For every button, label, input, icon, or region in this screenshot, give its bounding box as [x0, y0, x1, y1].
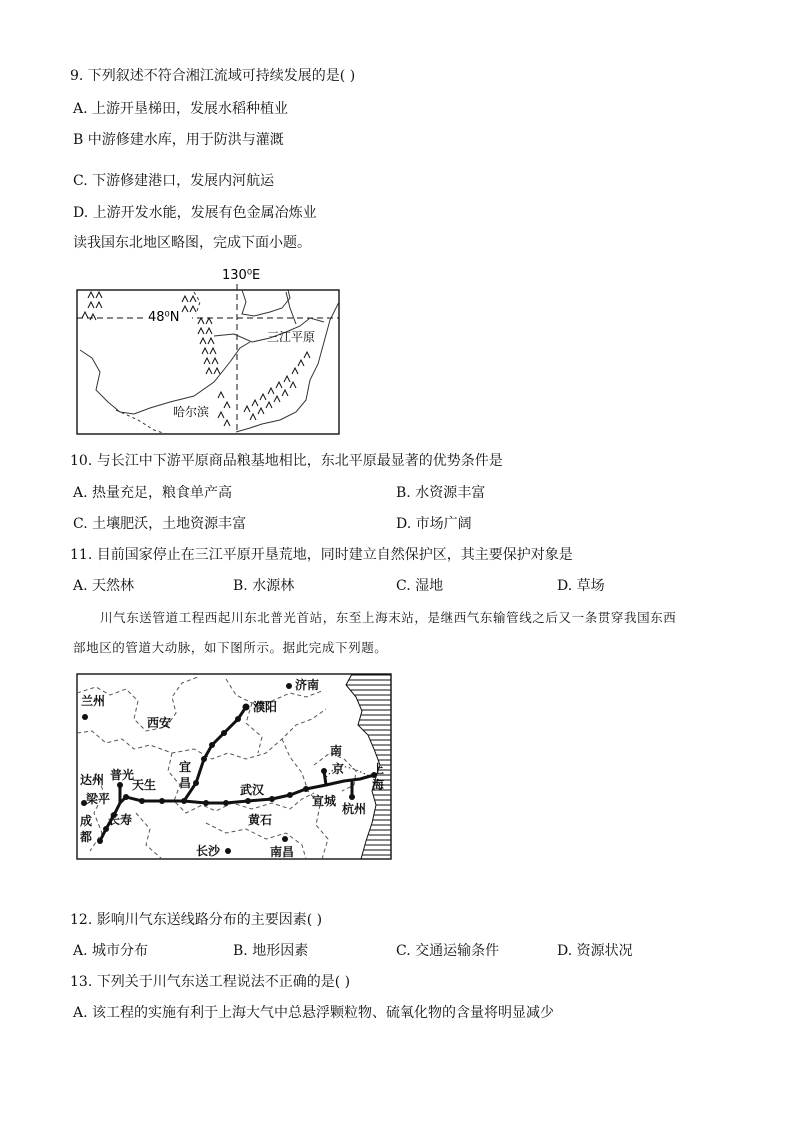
city-dazhou: 达州 [80, 773, 105, 787]
city-lanzhou: 兰州 [81, 694, 106, 708]
q12-stem: 12. 影响川气东送线路分布的主要因素( ) [70, 912, 323, 928]
city-chengdu-1: 成 [80, 814, 93, 828]
q11-stem: 11. 目前国家停止在三江平原开垦荒地，同时建立自然保护区，其主要保护对象是 [70, 547, 573, 563]
q13-stem: 13. 下列关于川气东送工程说法不正确的是( ) [70, 974, 351, 990]
city-yichang-1: 宜 [179, 760, 192, 774]
label-harbin: 哈尔滨 [173, 405, 210, 419]
sea-area [346, 674, 391, 859]
border-north [242, 290, 290, 316]
city-nanchang: 南昌 [270, 845, 295, 859]
q10-option-d: D. 市场广阔 [396, 516, 472, 532]
changbai-mountains [244, 352, 310, 420]
q12-option-b: B. 地形因素 [233, 943, 309, 959]
city-jinan: 济南 [295, 678, 320, 692]
city-shanghai-1: 上 [372, 762, 385, 776]
city-puyang: 濮阳 [253, 700, 278, 714]
city-nanjing-2: 京 [332, 762, 345, 776]
greater-khingan-mountains [82, 292, 102, 320]
q10-option-c: C. 土壤肥沃，土地资源丰富 [73, 516, 247, 532]
city-huangshi: 黄石 [248, 813, 273, 827]
q13-option-a: A. 该工程的实施有利于上海大气中总悬浮颗粒物、硫氧化物的含量将明显减少 [73, 1005, 555, 1021]
q9-option-b: B 中游修建水库，用于防洪与灌溉 [73, 132, 284, 148]
q9-stem: 9. 下列叙述不符合湘江流域可持续发展的是( ) [70, 68, 356, 84]
city-yichang-2: 昌 [179, 776, 192, 790]
city-changshou: 长寿 [108, 813, 133, 827]
q12-option-a: A. 城市分布 [73, 943, 149, 959]
city-puguang: 普光 [110, 768, 135, 782]
city-hangzhou: 杭州 [342, 802, 367, 816]
label-sanjiang-plain: 三江平原 [267, 330, 316, 344]
intro-northeast: 读我国东北地区略图，完成下面小题。 [73, 235, 311, 251]
city-nanjing-1: 南 [330, 744, 343, 758]
q11-option-a: A. 天然林 [73, 578, 135, 594]
q11-option-b: B. 水源林 [233, 578, 295, 594]
q10-option-b: B. 水资源丰富 [396, 485, 486, 501]
lon-label: 130⁰E [222, 268, 261, 283]
river-wusuli [286, 292, 296, 324]
province-boundary [116, 410, 166, 434]
q10-stem: 10. 与长江中下游平原商品粮基地相比，东北平原最显著的优势条件是 [70, 453, 503, 469]
northeast-map [74, 262, 346, 440]
city-chengdu-2: 都 [80, 830, 93, 844]
city-shanghai-2: 海 [372, 778, 385, 792]
pipeline-map [76, 673, 394, 863]
q11-option-c: C. 湿地 [396, 578, 444, 594]
q9-option-d: D. 上游开发水能，发展有色金属冶炼业 [73, 205, 317, 221]
lat-label: 48⁰N [148, 310, 180, 325]
q11-option-d: D. 草场 [557, 578, 605, 594]
q12-option-c: C. 交通运输条件 [396, 943, 500, 959]
q9-option-c: C. 下游修建港口，发展内河航运 [73, 173, 275, 189]
river-songhua [80, 342, 250, 414]
city-liangping: 梁平 [86, 792, 111, 806]
city-tiansheng: 天生 [132, 778, 157, 792]
intro-pipeline-line1: 川气东送管道工程西起川东北普光首站，东至上海末站，是继西气东输管线之后又一条贯穿我国东西 [100, 610, 677, 625]
q10-option-a: A. 热量充足，粮食单产高 [73, 485, 233, 501]
intro-pipeline-line2: 部地区的管道大动脉，如下图所示。据此完成下列题。 [73, 640, 388, 655]
q9-option-a: A. 上游开垦梯田，发展水稻种植业 [73, 101, 289, 117]
q12-option-d: D. 资源状况 [557, 943, 633, 959]
city-wuhan: 武汉 [240, 783, 265, 797]
city-xuancheng: 宣城 [312, 794, 337, 808]
city-changsha: 长沙 [196, 844, 221, 858]
city-xian: 西安 [147, 716, 172, 730]
